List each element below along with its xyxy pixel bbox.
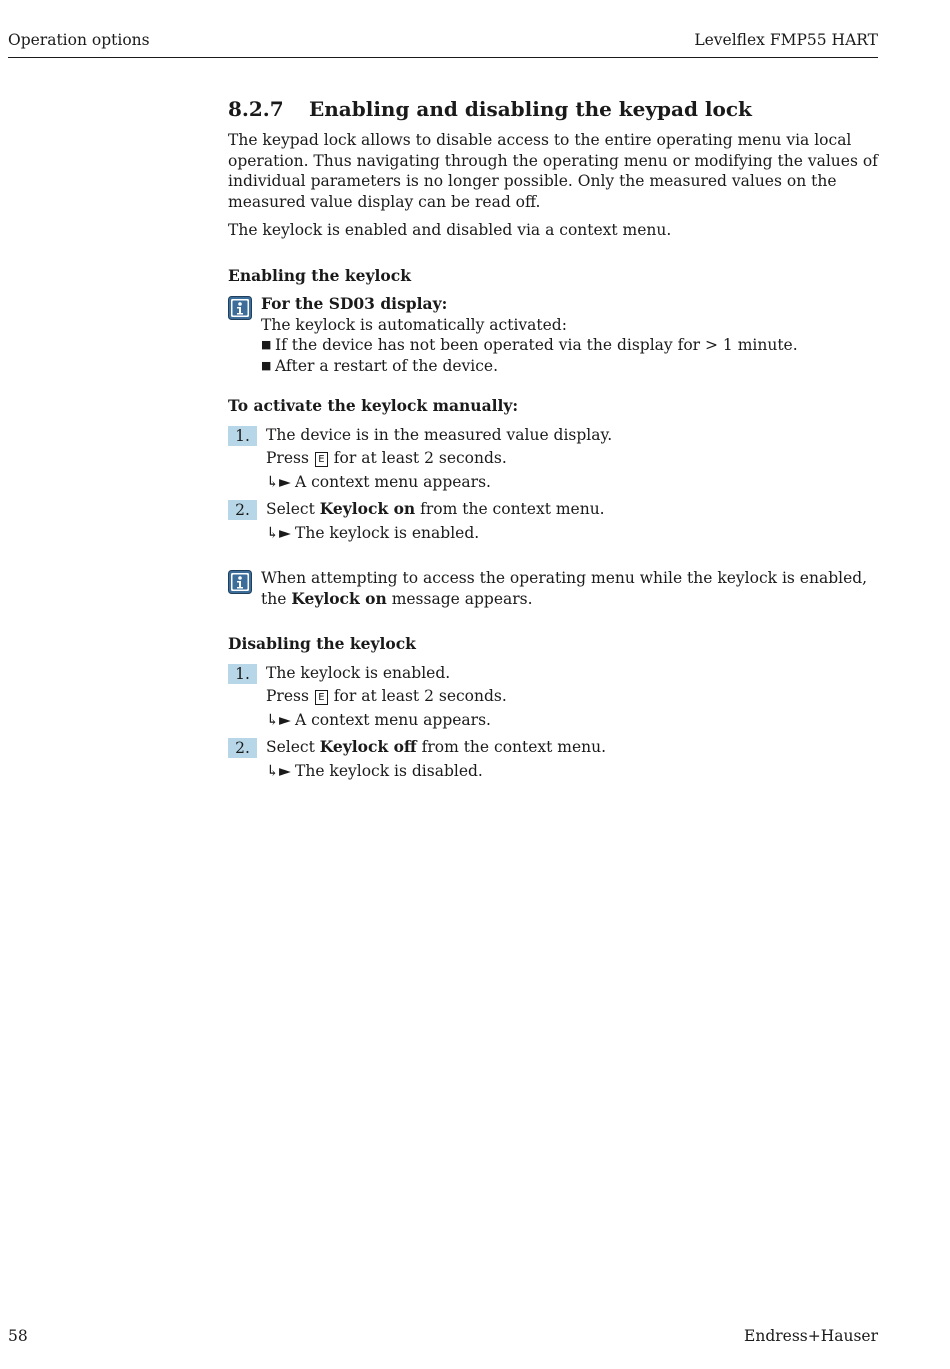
list-item xyxy=(261,356,878,377)
step-result xyxy=(266,472,878,493)
result-arrow-icon: ↳► xyxy=(266,761,291,780)
menu-option-keylock-off: Keylock off xyxy=(319,737,417,756)
result-arrow-icon: ↳► xyxy=(266,523,291,542)
disable-step-1 xyxy=(228,663,878,734)
list-item xyxy=(261,335,878,356)
intro-paragraph-2: The keylock is enabled and disabled via a context menu. xyxy=(228,221,672,239)
section-number: 8.2.7 xyxy=(228,97,284,121)
result-arrow-icon: ↳► xyxy=(266,472,291,491)
disable-step-2 xyxy=(228,737,878,784)
keylock-info-note: When attempting to access the operating menu while the keylock is enabled, the Keylock on message appears. xyxy=(228,568,878,609)
section-heading xyxy=(228,96,878,122)
enter-key-icon: E xyxy=(315,452,328,467)
intro-paragraph: The keypad lock allows to disable access to the entire operating menu via local operation. Thus navigating through the operating menu or modifying the values of individual parameters is no longer possible. Only the measured values on the measured value display can be read off. xyxy=(228,131,878,211)
step-instruction: The keylock is enabled. xyxy=(266,663,451,682)
sd03-info-note xyxy=(228,294,878,376)
note-title: For the SD03 display: xyxy=(261,294,448,313)
step-number-badge: 1. xyxy=(228,664,257,684)
enabling-heading: Enabling the keylock xyxy=(228,265,411,285)
enter-key-icon: E xyxy=(315,690,328,705)
section-title: Enabling and disabling the keypad lock xyxy=(309,97,752,121)
disable-steps xyxy=(228,663,878,785)
page-content xyxy=(228,96,878,788)
step-number-badge: 1. xyxy=(228,426,257,446)
step-result xyxy=(266,710,878,731)
running-header-chapter: Operation options xyxy=(8,31,150,49)
bullet-icon: ■ xyxy=(261,338,272,351)
step-instruction: Select Keylock on from the context menu. xyxy=(266,499,605,518)
bullet-icon: ■ xyxy=(261,358,272,372)
result-text: The keylock is disabled. xyxy=(295,761,483,780)
note-text: The keylock is automatically activated: xyxy=(261,315,567,334)
page-number: 58 xyxy=(8,1327,28,1345)
step-instruction: The device is in the measured value display. xyxy=(266,425,613,444)
result-text: The keylock is enabled. xyxy=(295,523,480,542)
step-instruction: Select Keylock off from the context menu. xyxy=(266,737,607,756)
step-result xyxy=(266,761,878,782)
step-result xyxy=(266,523,878,544)
info-icon xyxy=(228,296,252,320)
step-press-instruction: Press E for at least 2 seconds. xyxy=(266,449,507,467)
info-icon xyxy=(228,570,252,594)
note-text: When attempting to access the operating menu while the keylock is enabled, the xyxy=(261,569,868,608)
step-press-instruction: Press E for at least 2 seconds. xyxy=(266,687,507,705)
footer-brand: Endress+Hauser xyxy=(744,1327,878,1345)
running-header-product: Levelflex FMP55 HART xyxy=(694,31,878,49)
step-number-badge: 2. xyxy=(228,738,257,758)
manual-activation-heading: To activate the keylock manually: xyxy=(228,396,519,415)
bullet-text: If the device has not been operated via the display for > 1 minute. xyxy=(275,336,798,354)
result-text: A context menu appears. xyxy=(295,472,491,491)
header-divider xyxy=(8,57,878,58)
enable-step-1 xyxy=(228,425,878,496)
step-number-badge: 2. xyxy=(228,500,257,520)
disabling-heading: Disabling the keylock xyxy=(228,634,416,653)
result-arrow-icon: ↳► xyxy=(266,710,291,729)
enable-steps xyxy=(228,425,878,547)
bullet-text: After a restart of the device. xyxy=(275,356,499,375)
enable-step-2 xyxy=(228,499,878,546)
keylock-on-message: Keylock on xyxy=(291,588,387,608)
menu-option-keylock-on: Keylock on xyxy=(319,499,416,518)
result-text: A context menu appears. xyxy=(295,710,491,729)
